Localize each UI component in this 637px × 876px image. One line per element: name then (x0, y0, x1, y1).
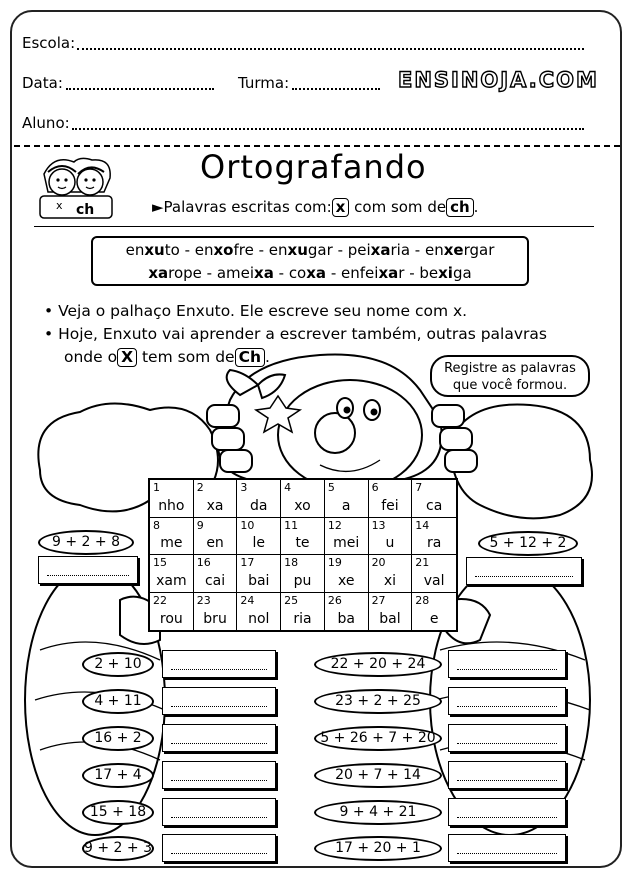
syllable-text: xa (206, 497, 224, 514)
kids-badge-ch: ch (76, 202, 95, 218)
answer-box-right[interactable] (448, 687, 566, 715)
syllable-cell (237, 518, 281, 556)
word-part: co (288, 264, 307, 282)
speech-bubble: Registre as palavras que você formou. (430, 355, 590, 397)
word-part: gar (307, 241, 333, 259)
word-part: r (398, 264, 405, 282)
syllable-cell (325, 480, 369, 518)
syllable-cell (369, 518, 413, 556)
answer-box-right[interactable] (448, 724, 566, 752)
arrow-right-icon: ► (152, 198, 164, 216)
word-separator: - (253, 241, 269, 259)
syllable-text: le (252, 535, 266, 551)
syllable-number: 16 (196, 556, 211, 569)
syllable-text: ba (337, 611, 355, 627)
word-highlight: xu (287, 241, 308, 259)
answer-box-left[interactable] (162, 834, 276, 862)
kids-badge-x: x (56, 199, 63, 212)
letter-x-box: X (117, 348, 137, 367)
syllable-text: bru (203, 611, 227, 627)
syllable-number: 8 (153, 518, 160, 532)
syllable-text: fei (381, 497, 399, 514)
syllable-cell (281, 480, 325, 518)
answer-box-right[interactable] (448, 650, 566, 678)
syllable-number: 12 (327, 518, 342, 532)
sum-oval-right: 9 + 4 + 21 (314, 800, 442, 825)
word-part: amei (216, 264, 255, 282)
syllable-text: nho (158, 497, 185, 514)
syllable-text: xam (156, 572, 187, 589)
syllable-number: 5 (327, 481, 335, 494)
sum-oval-left: 2 + 10 (82, 652, 154, 677)
instruction-2: • Hoje, Enxuto vai aprender a escrever também, outras palavras (44, 325, 547, 343)
word-highlight: xa (254, 264, 274, 282)
word-highlight: xi (438, 264, 453, 282)
syllable-text: mei (333, 535, 360, 551)
answer-box-left[interactable] (162, 687, 276, 715)
syllable-grid (148, 478, 458, 632)
word-part: rope (168, 264, 202, 282)
syllable-cell (369, 480, 413, 518)
syllable-text: te (295, 535, 310, 551)
sum-oval-left: 15 + 18 (82, 800, 154, 825)
syllable-text: ra (426, 535, 442, 551)
syllable-text: pu (293, 572, 312, 589)
date-label: Data: (22, 74, 63, 92)
syllable-number: 10 (240, 518, 255, 532)
syllable-text: xi (383, 572, 397, 589)
syllable-number: 28 (415, 593, 430, 607)
syllable-number: 18 (284, 556, 299, 569)
syllable-text: bal (379, 611, 401, 627)
word-part: enfei (341, 264, 379, 282)
syllable-number: 3 (240, 481, 248, 494)
syllable-number: 1 (153, 481, 160, 494)
word-highlight: xa (306, 264, 327, 282)
syllable-cell (237, 593, 281, 631)
syllable-number: 7 (415, 481, 423, 494)
word-separator: - (201, 264, 217, 282)
word-part: ga (452, 264, 472, 282)
syllable-text: xe (337, 572, 355, 589)
syllable-cell (194, 518, 238, 556)
syllable-number: 25 (284, 593, 299, 607)
sum-oval-left: 9 + 2 + 3 (82, 836, 154, 861)
answer-box-left[interactable] (162, 650, 276, 678)
letter-x-box: x (332, 198, 350, 217)
letter-ch-box: Ch (235, 348, 265, 367)
syllable-number: 26 (327, 593, 342, 607)
syllable-number: 4 (284, 481, 292, 494)
syllable-number: 2 (196, 481, 204, 494)
answer-box-right[interactable] (448, 798, 566, 826)
school-label: Escola: (22, 34, 76, 52)
syllable-text: da (250, 497, 268, 514)
syllable-text: rou (159, 611, 183, 627)
lesson-subtitle: ►Palavras escritas com: x com som de ch . (152, 198, 479, 216)
syllable-cell (194, 555, 238, 593)
word-highlight: xa (370, 241, 391, 259)
syllable-number: 9 (196, 518, 204, 532)
sum-oval-left: 16 + 2 (82, 726, 154, 751)
syllable-text: cai (204, 572, 226, 589)
syllable-number: 19 (327, 556, 342, 569)
syllable-cell (369, 555, 413, 593)
sum-oval-right: 23 + 2 + 25 (314, 689, 442, 714)
sum-oval-right: 17 + 20 + 1 (314, 836, 442, 861)
syllable-text: me (160, 535, 183, 551)
word-separator: - (326, 264, 342, 282)
syllable-text: nol (248, 611, 270, 627)
syllable-text: ca (426, 497, 443, 514)
sum-oval-right: 5 + 26 + 7 + 20 (314, 726, 442, 751)
answer-box-right[interactable] (448, 834, 566, 862)
syllable-text: en (206, 535, 224, 551)
syllable-cell (412, 480, 456, 518)
syllable-cell (150, 555, 194, 593)
answer-box-left[interactable] (162, 798, 276, 826)
syllable-cell (412, 593, 456, 631)
syllable-cell (150, 480, 194, 518)
syllable-cell (325, 555, 369, 593)
syllable-number: 21 (415, 556, 430, 569)
answer-box-top-left[interactable] (38, 556, 138, 584)
syllable-number: 6 (371, 481, 379, 494)
syllable-cell (194, 593, 238, 631)
word-highlight: xe (443, 241, 464, 259)
syllable-number: 23 (196, 593, 211, 607)
syllable-cell (325, 518, 369, 556)
syllable-text: val (423, 572, 445, 589)
syllable-cell (150, 593, 194, 631)
word-highlight: xa (378, 264, 399, 282)
syllable-text: a (341, 497, 351, 514)
syllable-number: 14 (415, 518, 430, 532)
syllable-cell (369, 593, 413, 631)
word-part: en (194, 241, 214, 259)
student-label: Aluno: (22, 114, 70, 132)
syllable-cell (325, 593, 369, 631)
brand-logo: ENSINOJA.COM (398, 68, 599, 92)
syllable-cell (281, 518, 325, 556)
answer-box-left[interactable] (162, 724, 276, 752)
word-part: en (268, 241, 288, 259)
sum-oval-left: 17 + 4 (82, 763, 154, 788)
syllable-number: 15 (153, 556, 167, 569)
answer-box-right[interactable] (448, 761, 566, 789)
letter-ch-box: ch (446, 198, 474, 217)
word-part: to (164, 241, 180, 259)
syllable-cell (412, 555, 456, 593)
word-separator: - (179, 241, 195, 259)
syllable-cell (281, 593, 325, 631)
lesson-title: Ortografando (200, 148, 427, 186)
instruction-1: • Veja o palhaço Enxuto. Ele escreve seu nome com x. (44, 302, 468, 320)
answer-box-top-right[interactable] (466, 557, 582, 585)
syllable-cell (150, 518, 194, 556)
sum-oval-top-left: 9 + 2 + 8 (38, 530, 134, 555)
sum-oval-right: 22 + 20 + 24 (314, 652, 442, 677)
syllable-number: 20 (371, 556, 386, 569)
syllable-text: e (429, 611, 439, 627)
word-highlight: xu (144, 241, 165, 259)
syllable-text: u (385, 535, 395, 551)
syllable-cell (281, 555, 325, 593)
word-part: rgar (463, 241, 495, 259)
syllable-number: 17 (240, 556, 255, 569)
word-highlight: xo (213, 241, 234, 259)
syllable-cell (194, 480, 238, 518)
word-separator: - (410, 241, 425, 259)
sum-oval-right: 20 + 7 + 14 (314, 763, 442, 788)
syllable-number: 22 (153, 593, 167, 607)
syllable-number: 13 (371, 518, 386, 532)
word-part: pei (347, 241, 371, 259)
class-label: Turma: (238, 74, 290, 92)
sum-oval-left: 4 + 11 (82, 689, 154, 714)
sum-oval-top-right: 5 + 12 + 2 (478, 531, 578, 556)
word-highlight: xa (148, 264, 169, 282)
answer-box-left[interactable] (162, 761, 276, 789)
word-part: en (424, 241, 444, 259)
word-separator: - (404, 264, 420, 282)
word-separator: - (273, 264, 289, 282)
syllable-number: 24 (240, 593, 255, 607)
syllable-cell (237, 480, 281, 518)
word-part: be (419, 264, 439, 282)
syllable-text: xo (294, 497, 311, 514)
word-part: fre (233, 241, 254, 259)
instruction-2-continued: onde o X tem som de Ch . (64, 348, 270, 366)
syllable-number: 27 (371, 593, 386, 607)
word-part: ria (390, 241, 411, 259)
word-part: en (125, 241, 145, 259)
syllable-number: 11 (284, 518, 299, 532)
syllable-text: ria (293, 611, 312, 627)
word-separator: - (332, 241, 348, 259)
syllable-cell (237, 555, 281, 593)
syllable-text: bai (248, 572, 270, 589)
syllable-cell (412, 518, 456, 556)
